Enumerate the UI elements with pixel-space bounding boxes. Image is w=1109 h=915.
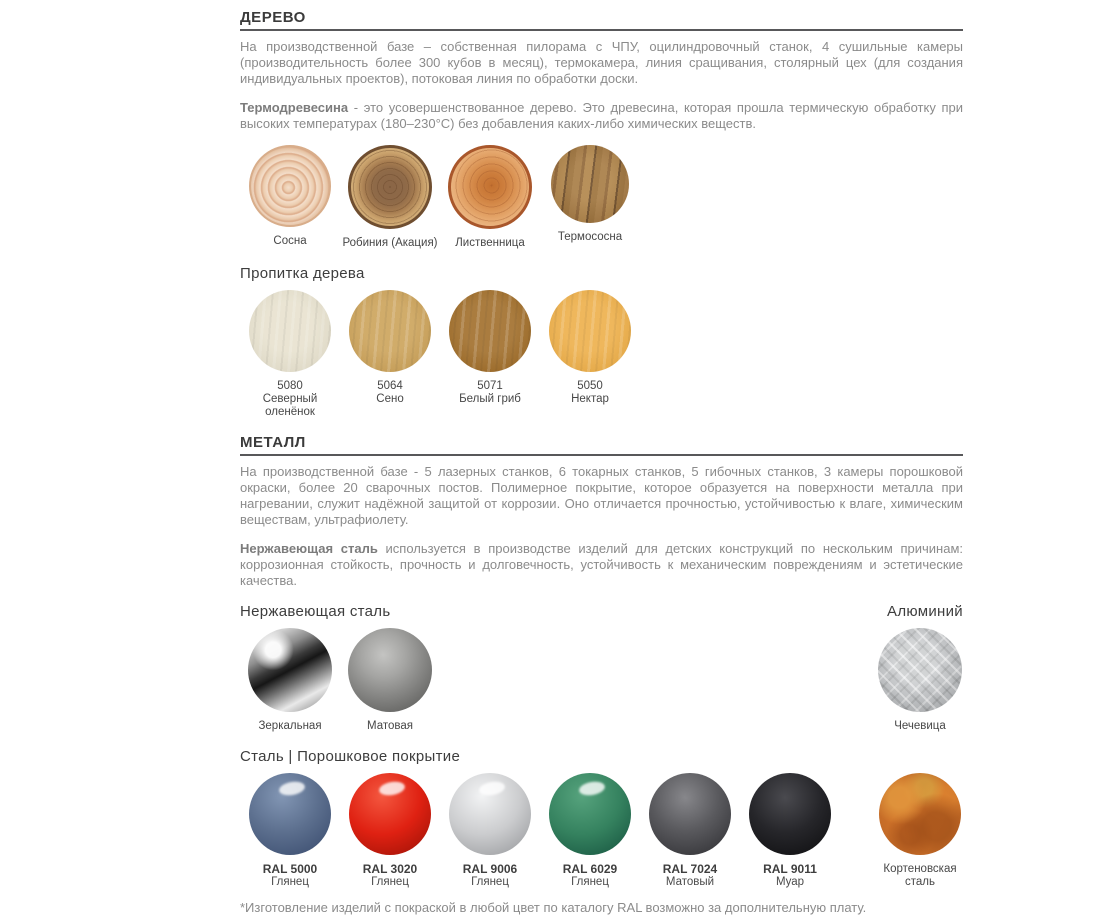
- impregnation-label: 5071 Белый гриб: [459, 380, 521, 405]
- stainless-definition: используется в производстве изделий для детских конструкций по нескольким причинам: коррозионная стойкость, прочность и долговечность, устойчивость к механическим повреждениям и эстетические качества.: [240, 541, 963, 588]
- aluminum-label: Чечевица: [894, 720, 946, 732]
- stainless-label: Зеркальная: [258, 720, 322, 732]
- wood-species-row: [240, 145, 963, 249]
- color-swatch: [549, 290, 631, 372]
- stainless-paragraph: [240, 541, 963, 589]
- wood-swatch-label: Лиственница: [455, 237, 525, 249]
- impregnation-swatch-5080: [240, 290, 340, 419]
- robinia-slice-image: [348, 145, 432, 229]
- wood-intro-paragraph: На производственной базе – собственная пилорама с ЧПУ, оцилиндровочный станок, 4 сушильные камеры (производительность более 300 кубов в месяц), термокамера, линия сращивания, столярный цех (для создания индивидуальных проектов), потоковая линия по обработки доски.: [240, 39, 963, 86]
- aluminum-title: Алюминий: [887, 603, 963, 620]
- wood-swatch-pine: [240, 145, 340, 249]
- impregnation-title: Пропитка дерева: [240, 265, 365, 282]
- ral-code: RAL 9011: [763, 862, 817, 876]
- ral-sphere-image: [449, 773, 531, 855]
- wood-swatch-thermopine: [540, 145, 640, 249]
- wood-swatch-label: Термососна: [557, 231, 623, 243]
- ral-swatch-7024: [640, 773, 740, 889]
- thermowood-definition: - это усовершенствованное дерево. Это древесина, которая прошла термическую обработку при высоких температурах (180–230°С) без добавления каких-либо химических веществ.: [240, 100, 963, 131]
- checker-plate-image: [878, 628, 962, 712]
- ral-code: RAL 7024: [662, 862, 718, 876]
- matte-steel-sphere-image: [348, 628, 432, 712]
- stainless-title: Нержавеющая сталь: [240, 603, 391, 620]
- metal-section-title: МЕТАЛЛ: [240, 434, 306, 451]
- ral-swatch-9006: [440, 773, 540, 889]
- ral-finish: Глянец: [571, 876, 609, 888]
- corten-swatch: [870, 773, 970, 889]
- stainless-swatch-mirror: [240, 628, 340, 732]
- impregnation-swatch-5050: [540, 290, 640, 419]
- ral-sphere-image: [349, 773, 431, 855]
- ral-finish: Матовый: [665, 876, 715, 888]
- impregnation-label: 5064 Сено: [376, 380, 404, 405]
- wood-swatch-label: Сосна: [273, 235, 307, 247]
- catalog-page: [240, 0, 963, 915]
- ral-sphere-image: [649, 773, 731, 855]
- ral-swatch-3020: [340, 773, 440, 889]
- ral-sphere-image: [749, 773, 831, 855]
- metal-divider: [240, 454, 963, 456]
- ral-sphere-image: [549, 773, 631, 855]
- powder-coating-title: Сталь | Порошковое покрытие: [240, 748, 461, 765]
- thermowood-term: Термодревесина: [240, 100, 349, 115]
- color-swatch: [349, 290, 431, 372]
- mirror-steel-sphere-image: [248, 628, 332, 712]
- stainless-swatch-matte: [340, 628, 440, 732]
- impregnation-swatch-5064: [340, 290, 440, 419]
- impregnation-label: 5050 Нектар: [571, 380, 609, 405]
- ral-swatch-9011: [740, 773, 840, 889]
- impregnation-swatch-5071: [440, 290, 540, 419]
- ral-swatch-6029: [540, 773, 640, 889]
- ral-finish: Глянец: [371, 876, 409, 888]
- ral-finish: Глянец: [471, 876, 509, 888]
- corten-steel-image: [879, 773, 961, 855]
- metal-intro-paragraph: На производственной базе - 5 лазерных станков, 6 токарных станков, 5 гибочных станков, 3 камеры порошковой окраски, более 20 сварочных постов. Полимерное покрытие, которое образуется на поверхности металла при нагревании, служит надёжной защитой от коррозии. Оно отличается прочностью, устойчивостью к влаге, химическим веществам, ультрафиолету.: [240, 464, 963, 527]
- stainless-row: [240, 628, 963, 732]
- thermowood-paragraph: [240, 100, 963, 132]
- wood-section-title: ДЕРЕВО: [240, 9, 306, 26]
- wood-swatch-larch: [440, 145, 540, 249]
- wood-divider: [240, 29, 963, 31]
- ral-code: RAL 3020: [362, 862, 418, 876]
- larch-slice-image: [448, 145, 532, 229]
- wood-swatch-label: Робиния (Акация): [342, 237, 438, 249]
- stainless-term: Нержавеющая сталь: [240, 541, 378, 556]
- stainless-aluminum-headers: [240, 603, 963, 620]
- ral-swatch-5000: [240, 773, 340, 889]
- powder-coating-row: [240, 773, 963, 889]
- ral-code: RAL 6029: [562, 862, 618, 876]
- color-swatch: [249, 290, 331, 372]
- impregnation-row: [240, 290, 963, 419]
- color-swatch: [449, 290, 531, 372]
- ral-sphere-image: [249, 773, 331, 855]
- wood-swatch-robinia: [340, 145, 440, 249]
- ral-finish: Муар: [775, 876, 805, 888]
- impregnation-label: 5080 Северный оленёнок: [262, 380, 318, 418]
- pine-slice-image: [249, 145, 331, 227]
- ral-code: RAL 5000: [262, 862, 318, 876]
- ral-finish: Глянец: [271, 876, 309, 888]
- ral-code: RAL 9006: [462, 862, 518, 876]
- stainless-label: Матовая: [367, 720, 413, 732]
- thermopine-grain-image: [551, 145, 629, 223]
- aluminum-swatch-checker: [870, 628, 970, 732]
- corten-label: Кортеновская сталь: [883, 863, 957, 888]
- ral-footnote: *Изготовление изделий с покраской в любой цвет по каталогу RAL возможно за дополнительную плату.: [240, 900, 867, 915]
